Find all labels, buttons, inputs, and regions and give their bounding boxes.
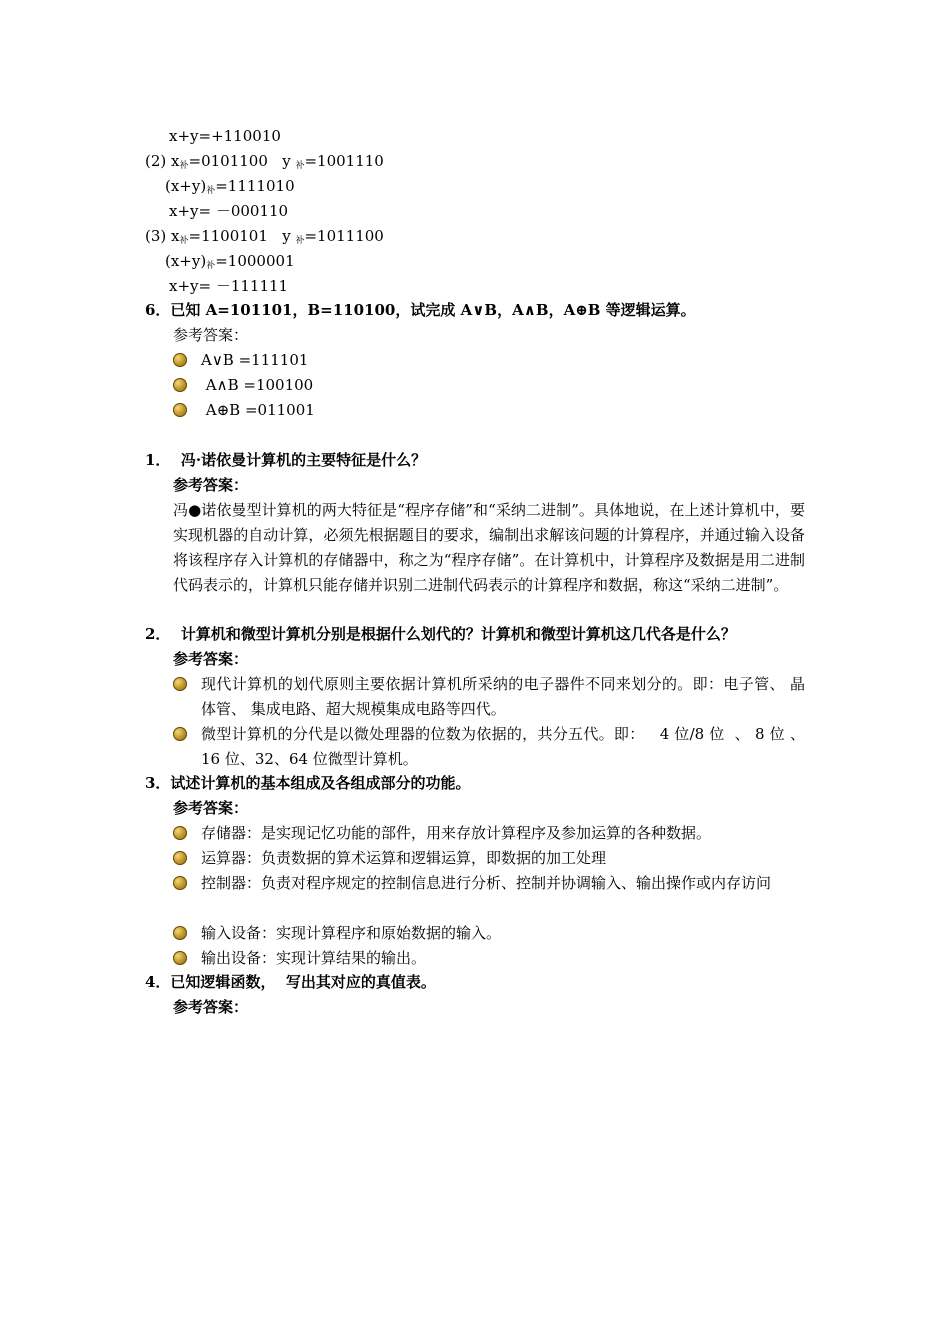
sub-bu: 补: [295, 236, 305, 246]
calc-line-2: [145, 149, 384, 174]
q2-item-generations: 现代计算机的划代原则主要依据计算机所采纳的电子器件不同来划分的。即：电子管、 晶体管、 集成电路、超大规模集成电路等四代。: [201, 675, 805, 718]
q3-item-output: 输出设备：实现计算结果的输出。: [201, 949, 427, 967]
calc-x-label: (3) x: [145, 227, 180, 245]
bullet-icon: [173, 876, 187, 890]
calc-line-1: x+y=+110010: [169, 127, 281, 145]
sub-bu: 补: [206, 261, 216, 271]
calc-line-7: x+y= －111111: [169, 277, 289, 295]
q1-title: 1． 冯·诺依曼计算机的主要特征是什么？: [145, 451, 427, 469]
q3-item-alu: 运算器：负责数据的算术运算和逻辑运算，即数据的加工处理: [201, 849, 607, 867]
bullet-icon: [173, 353, 187, 367]
sub-bu: 补: [295, 161, 305, 171]
calc-line-5: [145, 224, 384, 249]
sub-bu: 补: [179, 161, 189, 171]
calc-sum-label: (x+y): [165, 252, 207, 270]
calc-y-value: =1011100: [304, 227, 384, 245]
q3-title: 3．试述计算机的基本组成及各组成部分的功能。: [145, 774, 471, 792]
q3-answer-label: 参考答案：: [173, 799, 249, 817]
bullet-icon: [173, 951, 187, 965]
q3-item-input: 输入设备：实现计算程序和原始数据的输入。: [201, 924, 502, 942]
q4-title: 4．已知逻辑函数， 写出其对应的真值表。: [145, 973, 436, 991]
sub-bu: 补: [179, 236, 189, 246]
q3-item-controller: 控制器：负责对程序规定的控制信息进行分析、控制并协调输入、输出操作或内存访问: [201, 874, 772, 892]
calc-x-label: (2) x: [145, 152, 180, 170]
bullet-icon: [173, 403, 187, 417]
calc-x-value: =0101100: [188, 152, 268, 170]
calc-y-value: =1001110: [304, 152, 384, 170]
calc-line-3: [165, 174, 295, 199]
q6-title: 6．已知 A=101101，B=110100，试完成 A∨B，A∧B，A⊕B 等逻辑运算。: [145, 301, 696, 319]
bullet-icon: [173, 826, 187, 840]
calc-line-4: x+y= －000110: [169, 202, 289, 220]
q6-answer-label: 参考答案：: [173, 326, 249, 344]
calc-y-label: y: [282, 152, 291, 170]
calc-line-6: [165, 249, 295, 274]
bullet-icon: [173, 378, 187, 392]
calc-sum-label: (x+y): [165, 177, 207, 195]
bullet-icon: [173, 677, 187, 691]
bullet-icon: [173, 926, 187, 940]
q1-answer-label: 参考答案：: [173, 476, 249, 494]
calc-sum-value: =1000001: [215, 252, 295, 270]
q3-item-memory: 存储器：是实现记忆功能的部件，用来存放计算程序及参加运算的各种数据。: [201, 824, 712, 842]
q4-answer-label: 参考答案：: [173, 998, 249, 1016]
calc-y-label: y: [282, 227, 291, 245]
q2-answer-label: 参考答案：: [173, 650, 249, 668]
q2-title: 2． 计算机和微型计算机分别是根据什么划代的？计算机和微型计算机这几代各是什么？: [145, 625, 736, 643]
q6-item-xor: A⊕B =011001: [201, 401, 315, 419]
calc-sum-value: =1111010: [215, 177, 295, 195]
sub-bu: 补: [206, 186, 216, 196]
calc-x-value: =1100101: [188, 227, 268, 245]
q2-item-micro-generations: 微型计算机的分代是以微处理器的位数为依据的，共分五代。即： 4 位/8 位 、 8 位 、16 位、32、64 位微型计算机。: [201, 725, 805, 768]
q1-answer-paragraph: 冯●诺依曼型计算机的两大特征是“程序存储”和“采纳二进制”。具体地说，在上述计算机中，要实现机器的自动计算，必须先根据题目的要求，编制出求解该问题的计算程序，并通过输入设备将该程序存入计算机的存储器中，称之为“程序存储”。在计算机中，计算程序及数据是用二进制代码表示的，计算机只能存储并识别二进制代码表示的计算程序和数据，称这“采纳二进制”。: [173, 501, 805, 594]
q6-item-and: A∧B =100100: [201, 376, 314, 394]
bullet-icon: [173, 727, 187, 741]
q6-item-or: A∨B =111101: [201, 351, 309, 369]
bullet-icon: [173, 851, 187, 865]
